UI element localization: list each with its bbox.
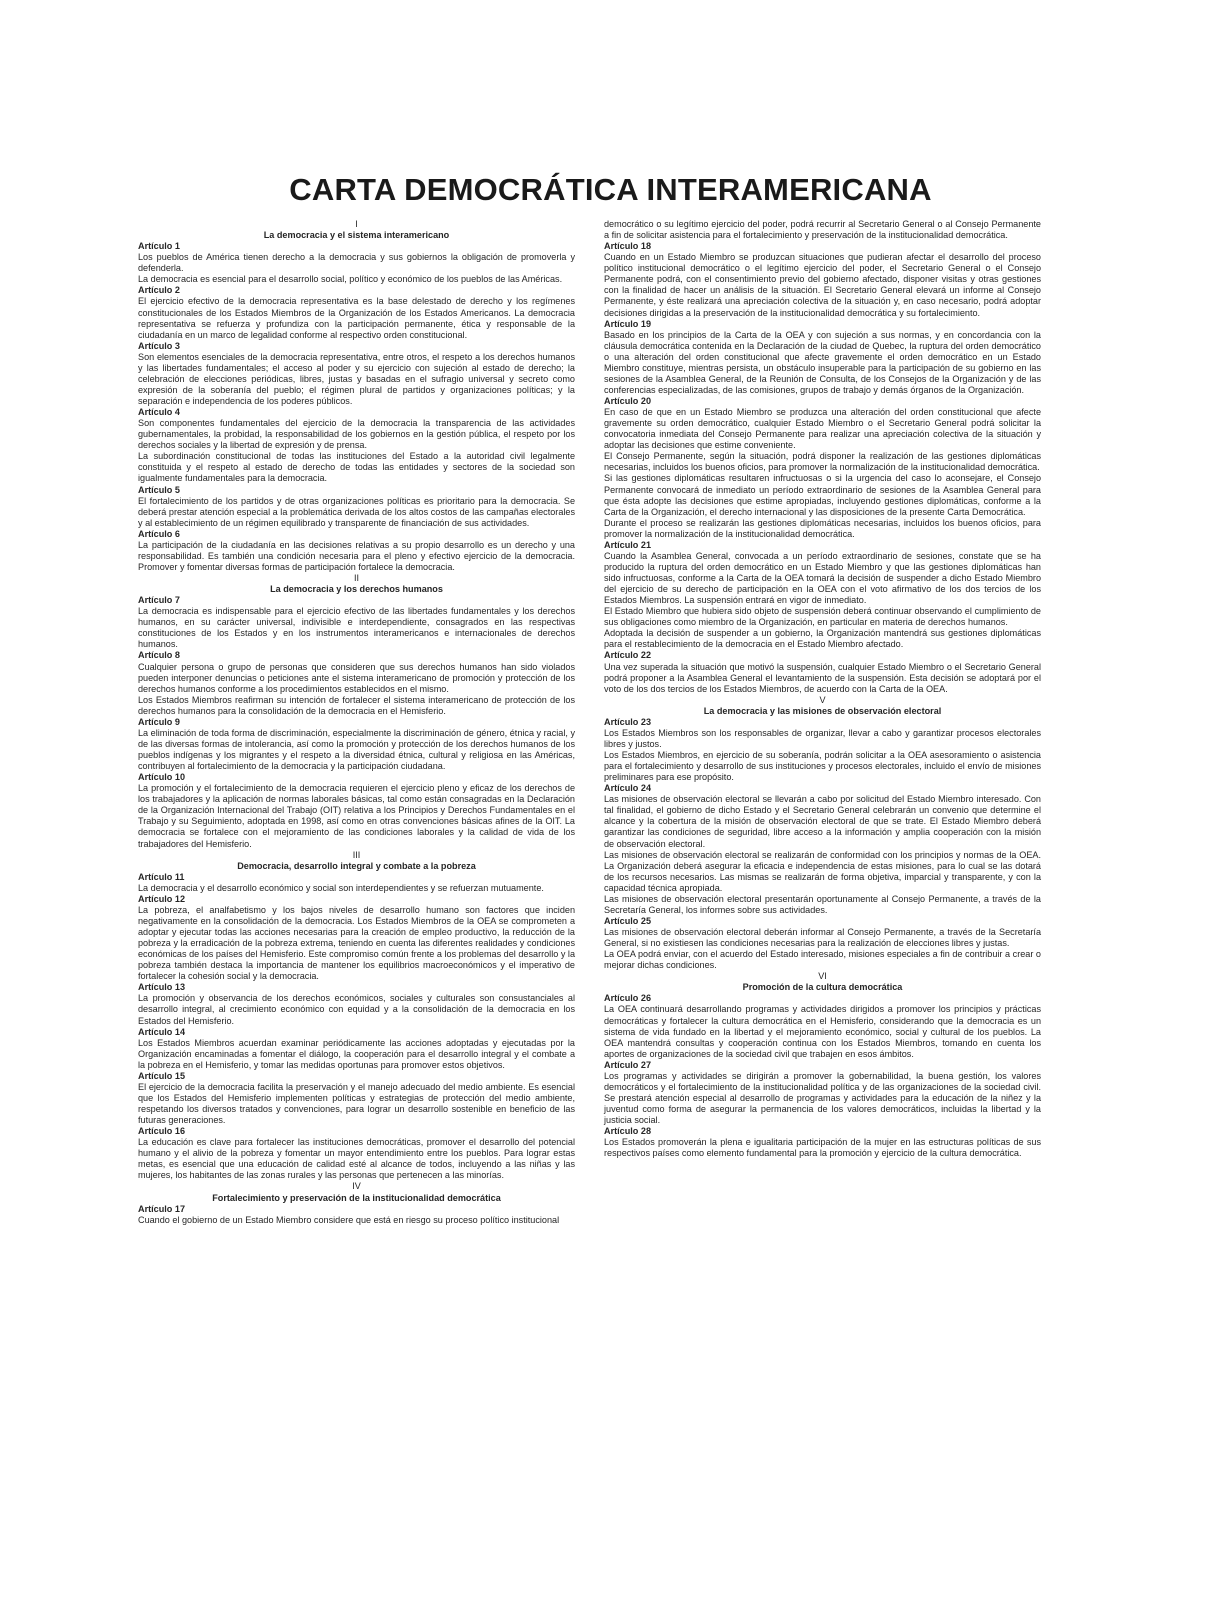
article-heading: Artículo 3 bbox=[138, 340, 180, 351]
paragraph: La participación de la ciudadanía en las decisiones relativas a su propio desarrollo es un derecho y una responsabilidad. Es también una condición necesaria para el pleno y efectivo ejercicio de la democracia. Promover y fomentar diversas formas de participación fortalece la democracia. bbox=[138, 539, 575, 572]
chapter-title: La democracia y los derechos humanos bbox=[270, 584, 443, 595]
paragraph: La educación es clave para fortalecer las instituciones democráticas, promover el desarrollo del potencial humano y el alivio de la pobreza y fomentar un mayor entendimiento entre los pueblos. Para lograr estas metas, es esencial que una educación de calidad esté al alcance de todos, incluyendo a las niñas y las mujeres, los habitantes de las zonas rurales y las personas que pertenecen a las minorías. bbox=[138, 1137, 575, 1181]
paragraph: Cuando el gobierno de un Estado Miembro considere que está en riesgo su proceso político institucional bbox=[138, 1214, 560, 1225]
paragraph: Los Estados Miembros reafirman su intención de fortalecer el sistema interamericano de protección de los derechos humanos para la consolidación de la democracia en el Hemisferio. bbox=[138, 694, 575, 716]
chapter-title: Fortalecimiento y preservación de la institucionalidad democrática bbox=[212, 1192, 501, 1203]
chapter-number: II bbox=[353, 573, 360, 583]
paragraph: Las misiones de observación electoral se llevarán a cabo por solicitud del Estado Miembro interesado. Con tal finalidad, el gobierno de dicho Estado y el Secretario General celebrarán un convenio que determine el alcance y la cobertura de la misión de observación electoral de que se trate. El Estado Miembro deberá garantizar las condiciones de seguridad, libre acceso a la información y amplia cooperación con la misión de observación electoral. bbox=[604, 794, 1041, 849]
paragraph: Los Estados Miembros son los responsables de organizar, llevar a cabo y garantizar procesos electorales libres y justos. bbox=[604, 727, 1041, 749]
article-heading: Artículo 21 bbox=[604, 539, 651, 550]
paragraph: Adoptada la decisión de suspender a un gobierno, la Organización mantendrá sus gestiones diplomáticas para el restablecimiento de la democracia en el Estado Miembro afectado. bbox=[604, 628, 1041, 650]
paragraph: Las misiones de observación electoral se realizarán de conformidad con los principios y normas de la OEA. La Organización deberá asegurar la eficacia e independencia de estas misiones, para lo cual se las dotará de los recursos necesarios. Las mismas se realizarán de forma objetiva, imparcial y transparente, y con la capacidad técnica apropiada. bbox=[604, 849, 1041, 893]
article-heading: Artículo 19 bbox=[604, 318, 651, 329]
paragraph: El ejercicio de la democracia facilita la preservación y el manejo adecuado del medio ambiente. Es esencial que los Estados del Hemisferio implementen políticas y estrategias de protección del medio ambiente, respetando los diversos tratados y convenciones, para lograr un desarrollo sostenible en beneficio de las futuras generaciones. bbox=[138, 1081, 575, 1126]
chapter-number: VI bbox=[818, 971, 827, 982]
chapter-title: La democracia y el sistema interamericano bbox=[263, 230, 450, 241]
paragraph: Los Estados promoverán la plena e igualitaria participación de la mujer en las estructuras políticas de sus respectivos países como elemento fundamental para la promoción y ejercicio de la cultura democrática. bbox=[604, 1137, 1041, 1159]
paragraph: La OEA continuará desarrollando programas y actividades dirigidos a promover los principios y prácticas democráticas y fortalecer la cultura democrática en el Hemisferio, considerando que la democracia es un sistema de vida fundado en la libertad y el mejoramiento económico, social y cultural de los pueblos. La OEA mantendrá consultas y cooperación continua con los Estados Miembros, tomando en cuenta los aportes de organizaciones de la sociedad civil que trabajen en esos ámbitos. bbox=[604, 1004, 1041, 1059]
paragraph: Son elementos esenciales de la democracia representativa, entre otros, el respeto a los derechos humanos y las libertades fundamentales; el acceso al poder y su ejercicio con sujeción al estado de derecho; la celebración de elecciones periódicas, libres, justas y basadas en el sufragio universal y secreto como expresión de la soberanía del pueblo; el régimen plural de partidos y organizaciones políticas; y la separación e independencia de los poderes públicos. bbox=[138, 351, 575, 406]
article-heading: Artículo 14 bbox=[138, 1026, 185, 1037]
article-heading: Artículo 25 bbox=[604, 915, 651, 926]
paragraph: Los Estados Miembros, en ejercicio de su soberanía, podrán solicitar a la OEA asesoramiento o asistencia para el fortalecimiento y desarrollo de sus instituciones y procesos electorales, incluido el envío de misiones preliminares para ese propósito. bbox=[604, 750, 1041, 783]
paragraph: La democracia y el desarrollo económico y social son interdependientes y se refuerzan mutuamente. bbox=[138, 882, 544, 893]
article-heading: Artículo 10 bbox=[138, 772, 185, 783]
paragraph: Los Estados Miembros acuerdan examinar periódicamente las acciones adoptadas y ejecutadas por la Organización encaminadas a fomentar el diálogo, la cooperación para el desarrollo integral y el combate a la pobreza en el Hemisferio, y tomar las medidas oportunas para promover estos objetivos. bbox=[138, 1037, 575, 1070]
paragraph: Son componentes fundamentales del ejercicio de la democracia la transparencia de las actividades gubernamentales, la probidad, la responsabilidad de los gobiernos en la gestión pública, el respeto por los derechos sociales y la libertad de expresión y de prensa. bbox=[138, 418, 575, 451]
article-heading: Artículo 6 bbox=[138, 528, 180, 539]
chapter-number: V bbox=[819, 694, 826, 705]
article-heading: Artículo 5 bbox=[138, 484, 180, 495]
article-heading: Artículo 1 bbox=[138, 241, 180, 252]
paragraph: Los pueblos de América tienen derecho a la democracia y sus gobiernos la obligación de promoverla y defenderla. bbox=[138, 252, 575, 274]
paragraph: En caso de que en un Estado Miembro se produzca una alteración del orden constitucional que afecte gravemente su orden democrático, cualquier Estado Miembro o el Secretario General podrá solicitar la convocatoria inmediata del Consejo Permanente para realizar una apreciación colectiva de la situación y adoptar las decisiones que estime conveniente. bbox=[604, 407, 1041, 451]
article-heading: Artículo 11 bbox=[138, 871, 185, 882]
paragraph: El fortalecimiento de los partidos y de otras organizaciones políticas es prioritario para la democracia. Se deberá prestar atención especial a la problemática derivada de los altos costos de las campañas electorales y al establecimiento de un régimen equilibrado y transparente de financiación de sus actividades. bbox=[138, 495, 575, 528]
paragraph: La pobreza, el analfabetismo y los bajos niveles de desarrollo humano son factores que inciden negativamente en la consolidación de la democracia. Los Estados Miembros de la OEA se comprometen a adoptar y ejecutar todas las acciones necesarias para la creación de empleo productivo, la reducción de la pobreza y la erradicación de la pobreza extrema, teniendo en cuenta las diferentes realidades y condiciones económicas de los países del Hemisferio. Este compromiso común frente a los problemas del desarrollo y la pobreza también destaca la importancia de mantener los equilibrios macroeconómicos y el imperativo de fortalecer la cohesión social y la democracia. bbox=[138, 904, 575, 982]
chapter-number: IV bbox=[352, 1181, 361, 1192]
article-heading: Artículo 2 bbox=[138, 285, 180, 296]
paragraph: Basado en los principios de la Carta de la OEA y con sujeción a sus normas, y en concordancia con la cláusula democrática contenida en la Declaración de la ciudad de Quebec, la ruptura del orden democrático o una alteración del orden constitucional que afecte gravemente el orden democrático en un Estado Miembro constituye, mientras persista, un obstáculo insuperable para la participación de su gobierno en las sesiones de la Asamblea General, de la Reunión de Consulta, de los Consejos de la Organización y de las conferencias especializadas, de las comisiones, grupos de trabajo y demás órganos de la Organización. bbox=[604, 329, 1041, 395]
paragraph: La democracia es indispensable para el ejercicio efectivo de las libertades fundamentales y los derechos humanos, en su carácter universal, indivisible e interdependiente, consagrados en las respectivas constituciones de los Estados y en los instrumentos interamericanos e internacionales de derechos humanos. bbox=[138, 606, 575, 650]
chapter-number: I bbox=[355, 219, 358, 229]
article-heading: Artículo 18 bbox=[604, 241, 651, 252]
paragraph: La promoción y el fortalecimiento de la democracia requieren el ejercicio pleno y eficaz de los derechos de los trabajadores y la aplicación de normas laborales básicas, tal como están consagradas en la Declaración de la Organización Internacional del Trabajo (OIT) relativa a los Principios y Derechos Fundamentales en el Trabajo y su Seguimiento, adoptada en 1998, así como en otras convenciones básicas afines de la OIT. La democracia se fortalece con el mejoramiento de las condiciones laborales y la calidad de vida de los trabajadores del Hemisferio. bbox=[138, 783, 575, 849]
article-heading: Artículo 12 bbox=[138, 893, 185, 904]
paragraph: Cuando la Asamblea General, convocada a un período extraordinario de sesiones, constate que se ha producido la ruptura del orden democrático en un Estado Miembro y que las gestiones diplomáticas han sido infructuosas, conforme a la Carta de la OEA tomará la decisión de suspender a dicho Estado Miembro del ejercicio de su derecho de participación en la OEA con el voto afirmativo de los dos tercios de los Estados Miembros. La suspensión entrará en vigor de inmediato. bbox=[604, 550, 1041, 606]
article-heading: Artículo 15 bbox=[138, 1070, 185, 1081]
article-heading: Artículo 13 bbox=[138, 982, 185, 993]
article-heading: Artículo 26 bbox=[604, 993, 651, 1004]
article-heading: Artículo 24 bbox=[604, 783, 651, 794]
article-heading: Artículo 23 bbox=[604, 716, 651, 727]
paragraph: Una vez superada la situación que motivó la suspensión, cualquier Estado Miembro o el Secretario General podrá proponer a la Asamblea General el levantamiento de la suspensión. Esta decisión se adoptará por el voto de los dos tercios de los Estados Miembros, de acuerdo con la Carta de la OEA. bbox=[604, 661, 1041, 694]
article-heading: Artículo 22 bbox=[604, 650, 651, 661]
paragraph: Cualquier persona o grupo de personas que consideren que sus derechos humanos han sido violados pueden interponer denuncias o peticiones ante el sistema interamericano de promoción y protección de los derechos humanos conforme a los procedimientos establecidos en el mismo. bbox=[138, 661, 575, 694]
document-title: CARTA DEMOCRÁTICA INTERAMERICANA bbox=[289, 172, 932, 207]
paragraph: La promoción y observancia de los derechos económicos, sociales y culturales son consustanciales al desarrollo integral, al crecimiento económico con equidad y a la consolidación de la democracia en los Estados del Hemisferio. bbox=[138, 993, 575, 1026]
paragraph: Durante el proceso se realizarán las gestiones diplomáticas necesarias, incluidos los buenos oficios, para promover la normalización de la institucionalidad democrática. bbox=[604, 517, 1041, 539]
chapter-title: La democracia y las misiones de observación electoral bbox=[703, 705, 942, 716]
article-heading: Artículo 7 bbox=[138, 595, 180, 606]
paragraph: La eliminación de toda forma de discriminación, especialmente la discriminación de género, étnica y racial, y de las diversas formas de intolerancia, así como la promoción y protección de los derechos humanos de los pueblos indígenas y los migrantes y el respeto a la diversidad étnica, cultural y religiosa en las Américas, contribuyen al fortalecimiento de la democracia y la participación ciudadana. bbox=[138, 727, 575, 772]
article-heading: Artículo 8 bbox=[138, 650, 180, 661]
article-heading: Artículo 9 bbox=[138, 716, 180, 727]
paragraph: Las misiones de observación electoral deberán informar al Consejo Permanente, a través de la Secretaría General, si no existiesen las condiciones necesarias para la realización de elecciones libres y justas. bbox=[604, 927, 1041, 949]
paragraph: El ejercicio efectivo de la democracia representativa es la base delestado de derecho y los regímenes constitucionales de los Estados Miembros de la Organización de los Estados Americanos. La democracia representativa se refuerza y profundiza con la participación permanente, ética y responsable de la ciudadanía en un marco de legalidad conforme al respectivo orden constitucional. bbox=[138, 296, 575, 340]
paragraph: El Estado Miembro que hubiera sido objeto de suspensión deberá continuar observando el cumplimiento de sus obligaciones como miembro de la Organización, en particular en materia de derechos humanos. bbox=[604, 606, 1041, 628]
paragraph: La subordinación constitucional de todas las instituciones del Estado a la autoridad civil legalmente constituida y el respeto al estado de derecho de todas las entidades y sectores de la sociedad son igualmente fundamentales para la democracia. bbox=[138, 451, 575, 484]
paragraph: Cuando en un Estado Miembro se produzcan situaciones que pudieran afectar el desarrollo del proceso político institucional democrático o el legítimo ejercicio del poder, el Secretario General o el Consejo Permanente podrá, con el consentimiento previo del gobierno afectado, disponer visitas y otras gestiones con la finalidad de hacer un análisis de la situación. El Secretario General elevará un informe al Consejo Permanente, y éste realizará una apreciación colectiva de la situación y, en caso necesario, podrá adoptar decisiones dirigidas a la preservación de la institucionalidad democrática y su fortalecimiento. bbox=[604, 252, 1041, 318]
article-heading: Artículo 20 bbox=[604, 396, 651, 406]
chapter-title: Democracia, desarrollo integral y combate a la pobreza bbox=[237, 860, 476, 871]
chapter-number: III bbox=[352, 849, 361, 860]
article-heading: Artículo 16 bbox=[138, 1126, 185, 1137]
article-heading: Artículo 4 bbox=[138, 407, 180, 418]
paragraph: Los programas y actividades se dirigirán a promover la gobernabilidad, la buena gestión, los valores democráticos y el fortalecimiento de la institucionalidad política y de las organizaciones de la sociedad civil. Se prestará atención especial al desarrollo de programas y actividades para la educación de la niñez y la juventud como forma de asegurar la permanencia de los valores democráticos, incluidas la libertad y la justicia social. bbox=[604, 1070, 1041, 1126]
paragraph: La democracia es esencial para el desarrollo social, político y económico de los pueblos de las Américas. bbox=[138, 274, 563, 285]
paragraph: Si las gestiones diplomáticas resultaren infructuosas o si la urgencia del caso lo aconsejare, el Consejo Permanente convocará de inmediato un período extraordinario de sesiones de la Asamblea General para que ésta adopte las decisiones que estime apropiadas, incluyendo gestiones diplomáticas, conforme a la Carta de la Organización, el derecho internacional y las disposiciones de la presente Carta Democrática. bbox=[604, 473, 1041, 517]
paragraph: Las misiones de observación electoral presentarán oportunamente al Consejo Permanente, a través de la Secretaría General, los informes sobre sus actividades. bbox=[604, 893, 1041, 915]
paragraph: democrático o su legítimo ejercicio del poder, podrá recurrir al Secretario General o al Consejo Permanente a fin de solicitar asistencia para el fortalecimiento y preservación de la institucionalidad democrática. bbox=[604, 219, 1041, 241]
article-heading: Artículo 27 bbox=[604, 1059, 651, 1070]
text-column-right bbox=[604, 219, 1041, 1159]
paragraph: La OEA podrá enviar, con el acuerdo del Estado interesado, misiones especiales a fin de contribuir a crear o mejorar dichas condiciones. bbox=[604, 949, 1041, 971]
chapter-title: Promoción de la cultura democrática bbox=[742, 982, 903, 993]
article-heading: Artículo 28 bbox=[604, 1126, 651, 1137]
article-heading: Artículo 17 bbox=[138, 1203, 185, 1214]
paragraph: El Consejo Permanente, según la situación, podrá disponer la realización de las gestiones diplomáticas necesarias, incluidos los buenos oficios, para promover la normalización de la institucionalidad democrática. bbox=[604, 451, 1041, 473]
text-column-left bbox=[138, 219, 575, 1226]
